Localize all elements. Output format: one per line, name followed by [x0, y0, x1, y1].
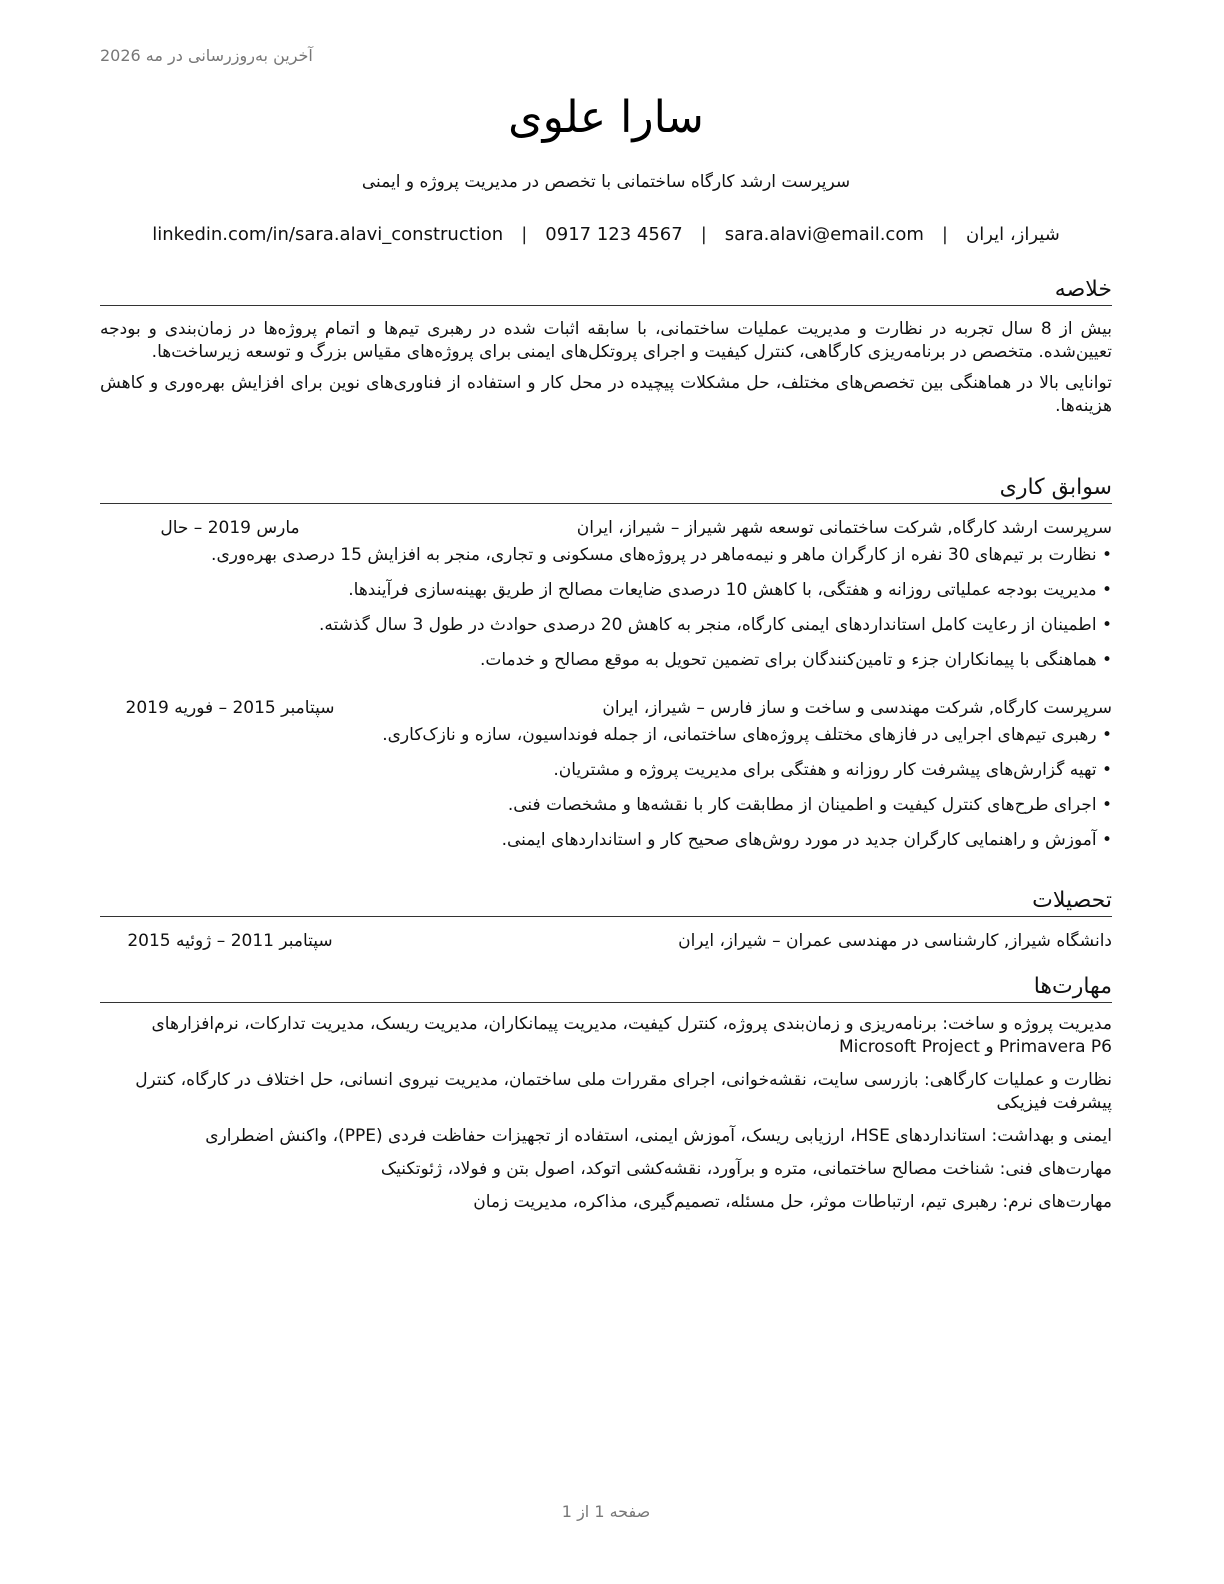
candidate-headline: سرپرست ارشد کارگاه ساختمانی با تخصص در مدیریت پروژه و ایمنی: [361, 172, 851, 192]
job-title: سرپرست ارشد کارگاه, شرکت ساختمانی توسعه شهر شیراز – شیراز، ایران: [576, 518, 1112, 538]
job-date: سپتامبر 2015 – فوریه 2019: [125, 698, 335, 718]
job-bullet: • مدیریت بودجه عملیاتی روزانه و هفتگی، با کاهش 10 درصدی ضایعات مصالح از طریق بهینه‌سازی فرآیندها.: [100, 579, 1112, 602]
education-section: [100, 887, 1112, 953]
contact-separator: |: [941, 224, 948, 245]
contact-separator: |: [700, 224, 707, 245]
experience-heading: سوابق کاری: [100, 474, 1112, 504]
summary-section: [100, 276, 1112, 418]
contact-email[interactable]: sara.alavi@email.com: [724, 224, 924, 245]
last-updated: آخرین به‌روزرسانی در مه 2026: [100, 46, 313, 65]
candidate-name: سارا علوی: [508, 92, 704, 143]
contact-linkedin[interactable]: linkedin.com/in/sara.alavi_construction: [152, 224, 504, 245]
skills-heading: مهارت‌ها: [100, 973, 1112, 1003]
page-number: صفحه 1 از 1: [561, 1502, 651, 1521]
job-bullet: • اجرای طرح‌های کنترل کیفیت و اطمینان از مطابقت کار با نقشه‌ها و مشخصات فنی.: [100, 794, 1112, 817]
job-bullets: [100, 724, 1112, 852]
experience-section: [100, 474, 1112, 864]
job-bullets: [100, 544, 1112, 672]
job-header: [100, 696, 1112, 720]
contact-location: شیراز، ایران: [965, 224, 1060, 245]
skill-line: ایمنی و بهداشت: استانداردهای HSE، ارزیابی ریسک، آموزش ایمنی، استفاده از تجهیزات حفاظت فردی (PPE)، واکنش اضطراری: [205, 1126, 1112, 1146]
resume-page: [100, 0, 1112, 1584]
job-date: مارس 2019 – حال: [160, 518, 300, 538]
contact-line: [100, 224, 1112, 245]
job-bullet: • تهیه گزارش‌های پیشرفت کار روزانه و هفتگی برای مدیریت پروژه و مشتریان.: [100, 759, 1112, 782]
education-title: دانشگاه شیراز, کارشناسی در مهندسی عمران – شیراز، ایران: [678, 931, 1112, 951]
contact-separator: |: [521, 224, 528, 245]
summary-paragraph: بیش از 8 سال تجربه در نظارت و مدیریت عملیات ساختمانی، با سابقه اثبات شده در رهبری تیم‌ها و اتمام پروژه‌ها در زمان‌بندی و بودجه تعیین‌شده. متخصص در برنامه‌ریزی کارگاهی، کنترل کیفیت و اجرای پروتکل‌های ایمنی برای پروژه‌های مقیاس بزرگ و توسعه زیرساخت‌ها.: [100, 319, 1112, 362]
skill-line: نظارت و عملیات کارگاهی: بازرسی سایت، نقشه‌خوانی، اجرای مقررات ملی ساختمان، مدیریت نیروی انسانی، حل اختلاف در کارگاه، کنترل پیشرفت فیزیکی: [135, 1070, 1112, 1113]
summary-paragraph: توانایی بالا در هماهنگی بین تخصص‌های مختلف، حل مشکلات پیچیده در محل کار و استفاده از فناوری‌های نوین برای افزایش بهره‌وری و کاهش هزینه‌ها.: [100, 373, 1112, 416]
skill-line: مهارت‌های نرم: رهبری تیم، ارتباطات موثر، حل مسئله، تصمیم‌گیری، مذاکره، مدیریت زمان: [473, 1192, 1112, 1212]
job-bullet: • آموزش و راهنمایی کارگران جدید در مورد روش‌های صحیح کار و استانداردهای ایمنی.: [100, 829, 1112, 852]
skills-section: [100, 973, 1112, 1214]
job-title: سرپرست کارگاه, شرکت مهندسی و ساخت و ساز فارس – شیراز، ایران: [602, 698, 1112, 718]
job-header: [100, 516, 1112, 540]
education-date: سپتامبر 2011 – ژوئیه 2015: [127, 931, 333, 951]
job-bullet: • اطمینان از رعایت کامل استانداردهای ایمنی کارگاه، منجر به کاهش 20 درصدی حوادث در طول 3 سال گذشته.: [100, 614, 1112, 637]
skill-line: مهارت‌های فنی: شناخت مصالح ساختمانی، متره و برآورد، نقشه‌کشی اتوکد، اصول بتن و فولاد، ژئوتکنیک: [380, 1159, 1112, 1179]
job-bullet: • رهبری تیم‌های اجرایی در فازهای مختلف پروژه‌های ساختمانی، از جمله فونداسیون، سازه و نازک‌کاری.: [100, 724, 1112, 747]
summary-heading: خلاصه: [100, 276, 1112, 306]
education-heading: تحصیلات: [100, 887, 1112, 917]
job-bullet: • هماهنگی با پیمانکاران جزء و تامین‌کنندگان برای تضمین تحویل به موقع مصالح و خدمات.: [100, 649, 1112, 672]
skill-line: مدیریت پروژه و ساخت: برنامه‌ریزی و زمان‌بندی پروژه، کنترل کیفیت، مدیریت پیمانکاران، مدیریت ریسک، مدیریت تدارکات، نرم‌افزارهای Primavera P6 و Microsoft Project: [151, 1014, 1112, 1057]
education-entry: [100, 929, 1112, 953]
job-bullet: • نظارت بر تیم‌های 30 نفره از کارگران ماهر و نیمه‌ماهر در پروژه‌های مسکونی و تجاری، منجر به افزایش 15 درصدی بهره‌وری.: [100, 544, 1112, 567]
contact-phone[interactable]: 0917 123 4567: [545, 224, 683, 245]
